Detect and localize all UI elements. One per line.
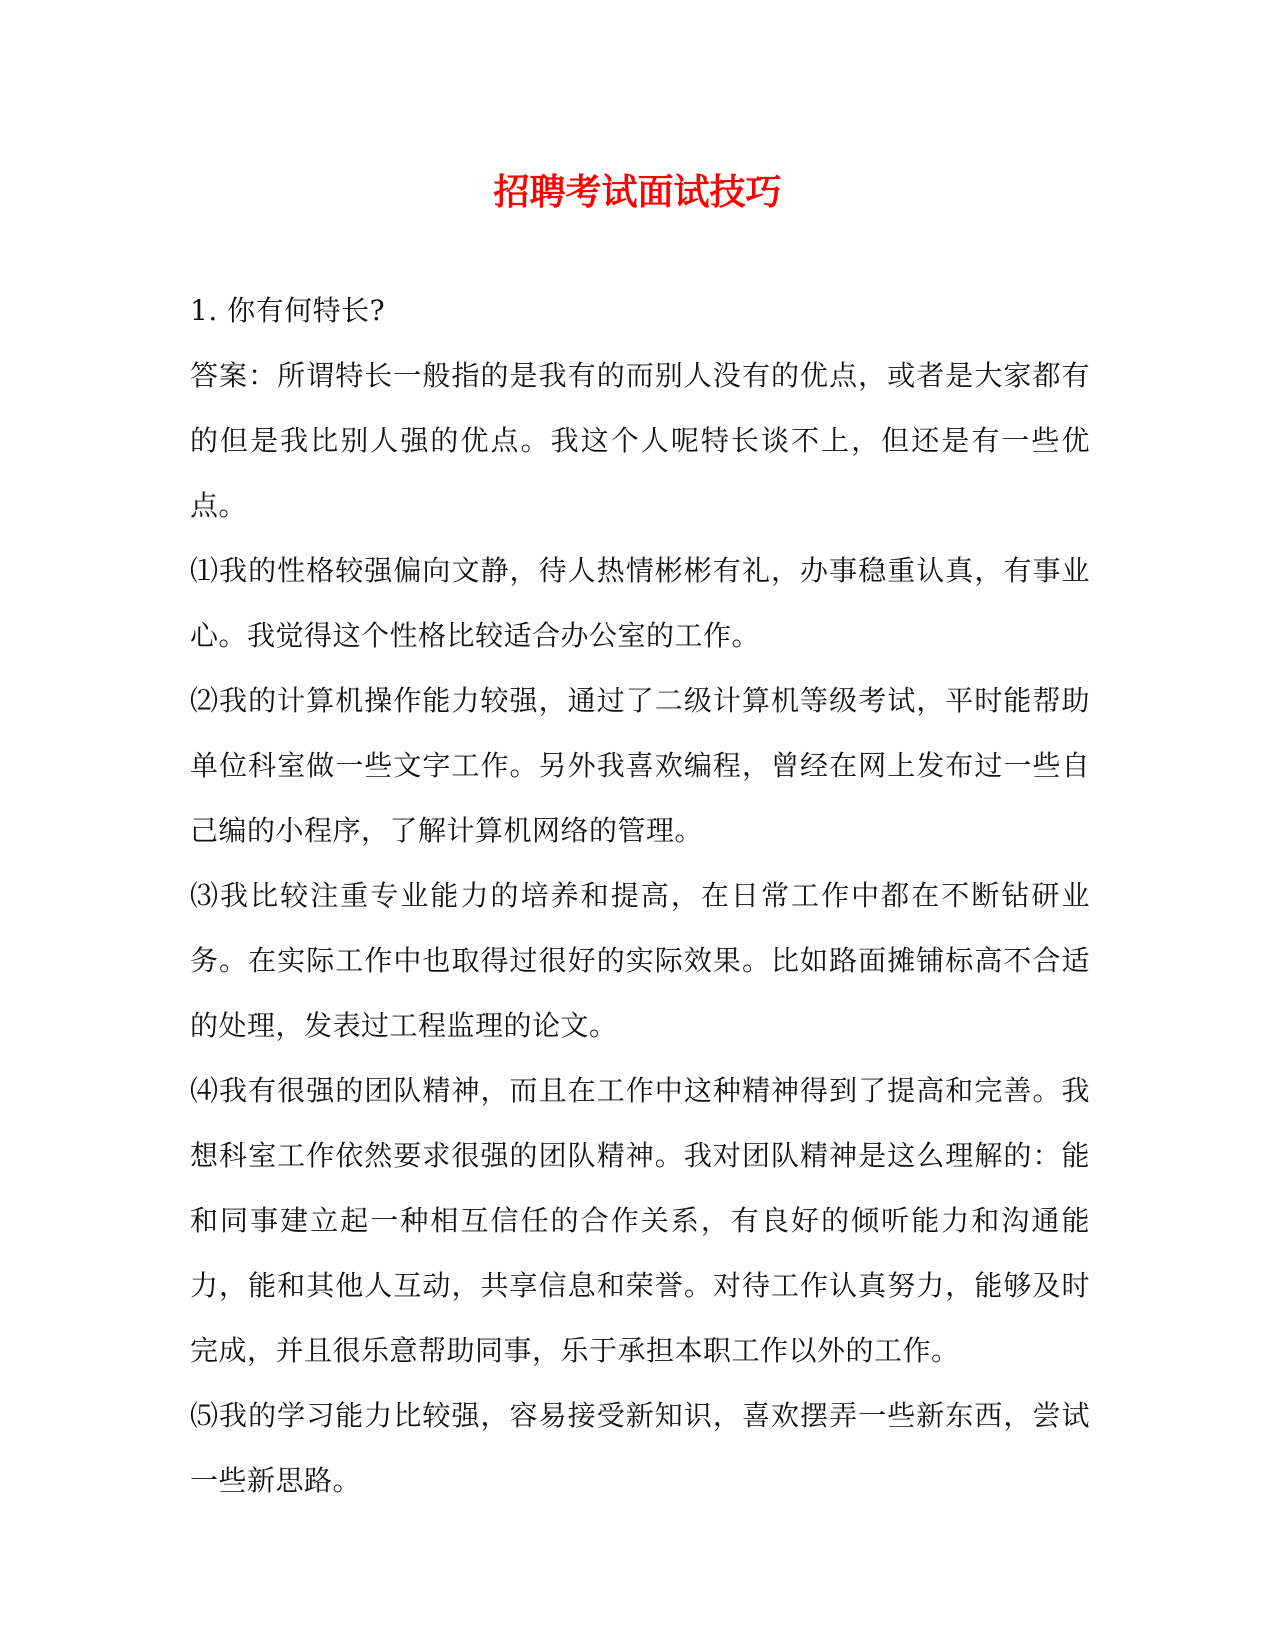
point-2-paragraph: ⑵我的计算机操作能力较强，通过了二级计算机等级考试，平时能帮助单位科室做一些文字工作。另外我喜欢编程，曾经在网上发布过一些自己编的小程序，了解计算机网络的管理。 (190, 684, 1090, 847)
document-title: 招聘考试面试技巧 (493, 171, 782, 213)
point-1-paragraph: ⑴我的性格较强偏向文静，待人热情彬彬有礼，办事稳重认真，有事业心。我觉得这个性格比较适合办公室的工作。 (190, 554, 1090, 652)
point-5-paragraph: ⑸我的学习能力比较强，容易接受新知识，喜欢摆弄一些新东西，尝试一些新思路。 (190, 1399, 1090, 1497)
document-body (190, 278, 1090, 1513)
point-4-paragraph: ⑷我有很强的团队精神，而且在工作中这种精神得到了提高和完善。我想科室工作依然要求很强的团队精神。我对团队精神是这么理解的：能和同事建立起一种相互信任的合作关系，有良好的倾听能力和沟通能力，能和其他人互动，共享信息和荣誉。对待工作认真努力，能够及时完成，并且很乐意帮助同事，乐于承担本职工作以外的工作。 (190, 1074, 1090, 1367)
answer-intro-paragraph: 答案：所谓特长一般指的是我有的而别人没有的优点，或者是大家都有的但是我比别人强的优点。我这个人呢特长谈不上，但还是有一些优点。 (190, 359, 1090, 522)
point-3-paragraph: ⑶我比较注重专业能力的培养和提高，在日常工作中都在不断钻研业务。在实际工作中也取得过很好的实际效果。比如路面摊铺标高不合适的处理，发表过工程监理的论文。 (190, 879, 1090, 1042)
question-heading: 1. 你有何特长? (190, 294, 386, 327)
